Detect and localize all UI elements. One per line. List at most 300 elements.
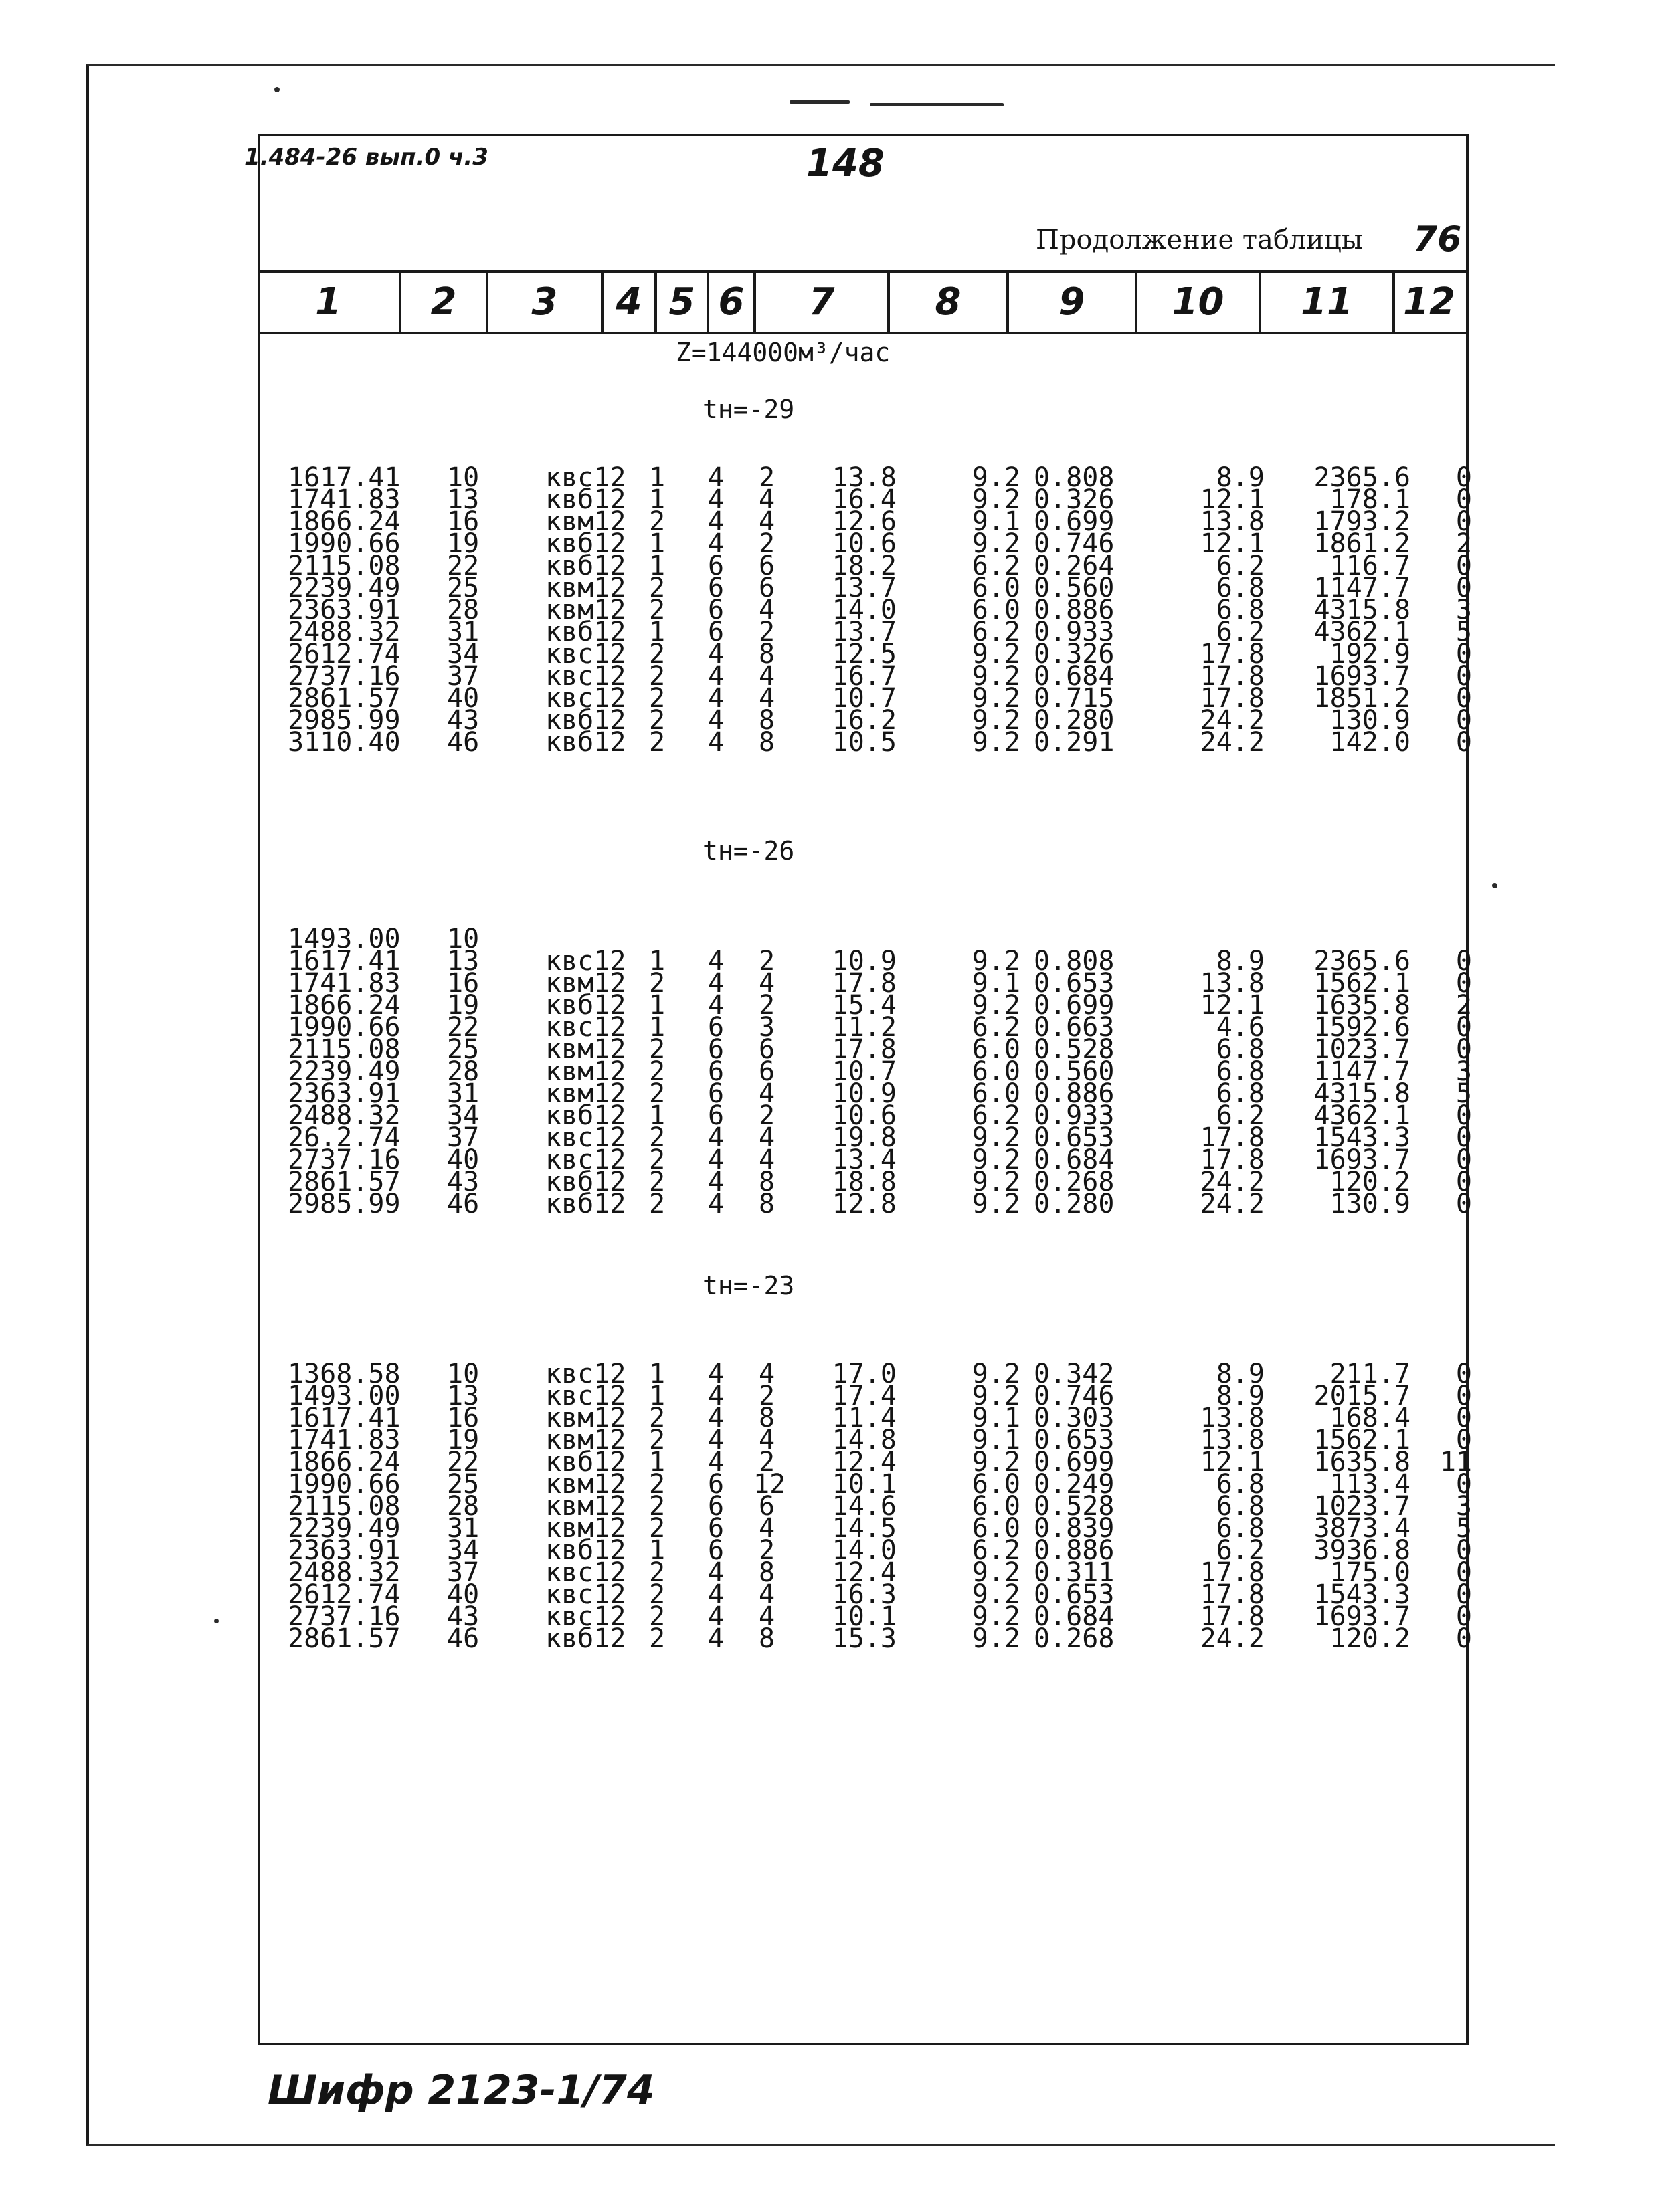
table-cell: квс12: [545, 1557, 626, 1588]
table-cell: 2861.57: [288, 1623, 401, 1654]
table-cell: 0.560: [1034, 1056, 1115, 1087]
table-cell: 0.528: [1034, 1034, 1115, 1065]
table-cell: 10.9: [832, 946, 897, 977]
table-cell: 9.2: [972, 1167, 1020, 1197]
table-cell: 11: [1439, 1447, 1472, 1478]
table-cell: квб12: [545, 1189, 626, 1219]
table-row: [0, 726, 1660, 759]
continuation-title: Продолжение таблицы: [1036, 225, 1363, 256]
table-cell: 0.808: [1034, 946, 1115, 977]
table-cell: 6: [758, 1491, 775, 1522]
table-cell: 8: [758, 705, 775, 736]
table-cell: квс12: [545, 683, 626, 714]
table-cell: квм12: [545, 968, 626, 999]
table-cell: 0.326: [1034, 484, 1115, 515]
table-cell: 19: [447, 990, 480, 1021]
table-cell: 0.886: [1034, 595, 1115, 625]
table-cell: 1147.7: [1313, 573, 1410, 603]
table-cell: 0: [1455, 1100, 1472, 1131]
table-cell: 6: [707, 1535, 725, 1566]
table-cell: 0: [1455, 1469, 1472, 1500]
table-cell: 12.8: [832, 1189, 897, 1219]
table-cell: 6.8: [1216, 595, 1265, 625]
table-cell: 10.7: [832, 1056, 897, 1087]
table-cell: квб12: [545, 484, 626, 515]
table-cell: 2: [758, 462, 775, 493]
table-cell: 2115.08: [288, 550, 401, 581]
table-cell: 2363.91: [288, 595, 401, 625]
table-cell: 4: [758, 968, 775, 999]
table-cell: 8: [758, 1403, 775, 1433]
table-cell: 34: [447, 1535, 480, 1566]
table-cell: квб12: [545, 1535, 626, 1566]
table-cell: 2: [648, 595, 666, 625]
table-cell: 2488.32: [288, 617, 401, 647]
table-cell: 4: [707, 1623, 725, 1654]
table-cell: 1990.66: [288, 528, 401, 559]
table-cell: 9.1: [972, 506, 1020, 537]
table-cell: 130.9: [1329, 1189, 1410, 1219]
table-cell: 192.9: [1329, 639, 1410, 670]
table-cell: 1: [648, 528, 666, 559]
table-cell: 8: [758, 1623, 775, 1654]
table-cell: 1147.7: [1313, 1056, 1410, 1087]
column-header: 2: [401, 273, 488, 332]
table-cell: 14.5: [832, 1513, 897, 1544]
table-cell: 6.2: [972, 1012, 1020, 1043]
table-cell: 46: [447, 1189, 480, 1219]
table-cell: 13.8: [1200, 1403, 1265, 1433]
table-cell: 4: [707, 639, 725, 670]
table-cell: 1693.7: [1313, 661, 1410, 692]
table-cell: 4362.1: [1313, 617, 1410, 647]
table-cell: 13.4: [832, 1144, 897, 1175]
table-cell: 0: [1455, 946, 1472, 977]
table-cell: 4362.1: [1313, 1100, 1410, 1131]
table-cell: 0: [1455, 1425, 1472, 1455]
table-cell: 8: [758, 727, 775, 758]
table-cell: 17.8: [832, 968, 897, 999]
table-cell: 6.8: [1216, 1491, 1265, 1522]
table-cell: 8: [758, 1167, 775, 1197]
table-cell: 6: [707, 595, 725, 625]
table-cell: 17.8: [1200, 1122, 1265, 1153]
table-cell: 2: [648, 573, 666, 603]
table-cell: 2: [648, 506, 666, 537]
table-cell: 6.0: [972, 1034, 1020, 1065]
table-cell: 4: [758, 1513, 775, 1544]
table-cell: 1866.24: [288, 1447, 401, 1478]
table-cell: квм12: [545, 1078, 626, 1109]
scan-speck: [870, 103, 1004, 106]
table-cell: 4: [707, 727, 725, 758]
table-cell: 10.1: [832, 1469, 897, 1500]
table-cell: 34: [447, 639, 480, 670]
table-cell: 4: [758, 1122, 775, 1153]
table-cell: 4: [707, 1359, 725, 1389]
table-cell: 0: [1455, 1359, 1472, 1389]
section-label: tн=-23: [703, 1271, 795, 1300]
table-cell: 1023.7: [1313, 1034, 1410, 1065]
table-cell: 4: [707, 683, 725, 714]
table-cell: 6: [707, 1469, 725, 1500]
table-cell: 8: [758, 1557, 775, 1588]
table-cell: 12.1: [1200, 1447, 1265, 1478]
table-cell: 6: [707, 617, 725, 647]
table-cell: 2: [648, 1167, 666, 1197]
table-cell: 37: [447, 1557, 480, 1588]
table-cell: 6.0: [972, 1469, 1020, 1500]
table-cell: 46: [447, 727, 480, 758]
table-cell: 4: [707, 661, 725, 692]
table-cell: 1741.83: [288, 968, 401, 999]
table-cell: 9.2: [972, 683, 1020, 714]
table-cell: 6.2: [1216, 550, 1265, 581]
scan-speck: [1492, 883, 1497, 888]
table-cell: 6.0: [972, 595, 1020, 625]
table-cell: 4: [758, 661, 775, 692]
table-cell: 0.528: [1034, 1491, 1115, 1522]
table-cell: 1023.7: [1313, 1491, 1410, 1522]
table-cell: квб12: [545, 727, 626, 758]
table-cell: 6: [707, 550, 725, 581]
table-cell: 10.6: [832, 1100, 897, 1131]
table-cell: 2: [758, 617, 775, 647]
table-cell: 5: [1455, 617, 1472, 647]
table-cell: 6.8: [1216, 1056, 1265, 1087]
table-cell: 16.4: [832, 484, 897, 515]
table-cell: 0.933: [1034, 1100, 1115, 1131]
table-cell: 9.2: [972, 1359, 1020, 1389]
table-cell: 2: [648, 968, 666, 999]
column-header: 9: [1009, 273, 1137, 332]
table-cell: 6.2: [1216, 617, 1265, 647]
table-cell: 1: [648, 617, 666, 647]
table-cell: 2: [648, 705, 666, 736]
table-cell: 14.0: [832, 595, 897, 625]
table-cell: 24.2: [1200, 727, 1265, 758]
table-cell: 2: [648, 1601, 666, 1632]
table-cell: 0.684: [1034, 1601, 1115, 1632]
table-cell: 8: [758, 639, 775, 670]
table-cell: 6.8: [1216, 1513, 1265, 1544]
table-cell: 1: [648, 946, 666, 977]
table-cell: 17.8: [1200, 1579, 1265, 1610]
table-cell: 0.715: [1034, 683, 1115, 714]
table-cell: 2115.08: [288, 1034, 401, 1065]
table-cell: 0: [1455, 1381, 1472, 1411]
table-cell: 40: [447, 1144, 480, 1175]
table-cell: 1: [648, 990, 666, 1021]
table-cell: 4: [707, 1447, 725, 1478]
table-cell: 2: [648, 639, 666, 670]
table-cell: 1617.41: [288, 946, 401, 977]
table-cell: 4: [758, 1359, 775, 1389]
table-cell: 3: [1455, 1056, 1472, 1087]
table-cell: 16.3: [832, 1579, 897, 1610]
table-cell: 6: [707, 1012, 725, 1043]
table-cell: 0.746: [1034, 528, 1115, 559]
table-cell: 0.280: [1034, 1189, 1115, 1219]
table-cell: 14.8: [832, 1425, 897, 1455]
table-cell: 2: [648, 1122, 666, 1153]
table-cell: 2: [648, 1491, 666, 1522]
table-cell: 0.560: [1034, 573, 1115, 603]
table-cell: 0.653: [1034, 1425, 1115, 1455]
table-cell: 1562.1: [1313, 1425, 1410, 1455]
table-cell: 24.2: [1200, 1623, 1265, 1654]
table-cell: 2239.49: [288, 1513, 401, 1544]
table-cell: 4: [707, 1167, 725, 1197]
table-cell: 2: [758, 1100, 775, 1131]
table-cell: 5: [1455, 1513, 1472, 1544]
table-cell: 6.0: [972, 1491, 1020, 1522]
table-cell: квб12: [545, 1447, 626, 1478]
table-cell: 19: [447, 1425, 480, 1455]
table-cell: 6: [758, 550, 775, 581]
section-label: tн=-29: [703, 395, 795, 424]
table-cell: 0: [1455, 1034, 1472, 1065]
table-cell: 25: [447, 1469, 480, 1500]
table-cell: 13.8: [1200, 1425, 1265, 1455]
table-cell: 1493.00: [288, 924, 401, 954]
table-cell: 6: [707, 1491, 725, 1522]
table-cell: 1990.66: [288, 1012, 401, 1043]
table-cell: 1851.2: [1313, 683, 1410, 714]
table-cell: квб12: [545, 1167, 626, 1197]
table-cell: 0: [1455, 1601, 1472, 1632]
table-cell: 0: [1455, 1189, 1472, 1219]
column-header: 7: [756, 273, 890, 332]
table-cell: 9.1: [972, 968, 1020, 999]
table-cell: 37: [447, 1122, 480, 1153]
table-cell: 4: [707, 1122, 725, 1153]
table-cell: квб12: [545, 550, 626, 581]
table-cell: 4: [758, 1579, 775, 1610]
table-cell: 10.9: [832, 1078, 897, 1109]
table-cell: 142.0: [1329, 727, 1410, 758]
table-cell: квм12: [545, 506, 626, 537]
table-cell: 2: [648, 1579, 666, 1610]
table-cell: 8.9: [1216, 1381, 1265, 1411]
table-cell: 2: [758, 1381, 775, 1411]
table-cell: 2: [648, 1403, 666, 1433]
table-cell: 1: [648, 1359, 666, 1389]
table-cell: 1693.7: [1313, 1144, 1410, 1175]
table-cell: 15.3: [832, 1623, 897, 1654]
table-cell: 2737.16: [288, 1144, 401, 1175]
column-header-row: [258, 270, 1469, 334]
table-cell: 4: [707, 1189, 725, 1219]
table-cell: 6: [707, 1034, 725, 1065]
table-cell: 0.653: [1034, 1579, 1115, 1610]
table-cell: 211.7: [1329, 1359, 1410, 1389]
table-cell: 9.2: [972, 528, 1020, 559]
table-cell: 0: [1455, 661, 1472, 692]
table-cell: 2: [648, 661, 666, 692]
table-cell: квм12: [545, 1513, 626, 1544]
table-cell: 6: [707, 1513, 725, 1544]
table-cell: 10: [447, 924, 480, 954]
table-cell: 0.699: [1034, 1447, 1115, 1478]
table-cell: 19.8: [832, 1122, 897, 1153]
table-cell: 1793.2: [1313, 506, 1410, 537]
table-cell: 4: [707, 528, 725, 559]
table-cell: 0.746: [1034, 1381, 1115, 1411]
table-cell: 37: [447, 661, 480, 692]
table-number: 76: [1413, 219, 1462, 260]
table-cell: 4: [758, 484, 775, 515]
table-cell: 14.6: [832, 1491, 897, 1522]
table-cell: 1635.8: [1313, 990, 1410, 1021]
table-cell: 6.2: [972, 1100, 1020, 1131]
table-cell: 0.933: [1034, 617, 1115, 647]
table-cell: 0: [1455, 683, 1472, 714]
table-cell: 1741.83: [288, 484, 401, 515]
table-cell: 2: [648, 1557, 666, 1588]
table-cell: 0.699: [1034, 990, 1115, 1021]
table-cell: квс12: [545, 1359, 626, 1389]
table-cell: 6.0: [972, 1513, 1020, 1544]
table-cell: 4.6: [1216, 1012, 1265, 1043]
table-cell: 14.0: [832, 1535, 897, 1566]
table-cell: 2015.7: [1313, 1381, 1410, 1411]
table-cell: 120.2: [1329, 1167, 1410, 1197]
table-cell: 1543.3: [1313, 1122, 1410, 1153]
table-cell: 17.0: [832, 1359, 897, 1389]
table-cell: 1741.83: [288, 1425, 401, 1455]
table-cell: 17.8: [1200, 683, 1265, 714]
table-cell: 0.839: [1034, 1513, 1115, 1544]
table-cell: 4: [758, 1425, 775, 1455]
table-cell: 2363.91: [288, 1078, 401, 1109]
table-cell: 1368.58: [288, 1359, 401, 1389]
table-cell: 4: [758, 683, 775, 714]
table-cell: 113.4: [1329, 1469, 1410, 1500]
table-cell: 12.1: [1200, 528, 1265, 559]
table-cell: 16.7: [832, 661, 897, 692]
table-cell: 24.2: [1200, 705, 1265, 736]
scan-speck: [214, 1619, 219, 1623]
table-cell: 13.8: [1200, 506, 1265, 537]
table-cell: 17.4: [832, 1381, 897, 1411]
table-cell: 6: [758, 1056, 775, 1087]
table-cell: 26.2.74: [288, 1122, 401, 1153]
table-cell: 18.2: [832, 550, 897, 581]
flow-rate-label: Z=144000м³/час: [676, 338, 891, 367]
table-cell: 0: [1455, 550, 1472, 581]
table-cell: 0: [1455, 506, 1472, 537]
table-cell: 9.2: [972, 1579, 1020, 1610]
table-cell: 17.8: [832, 1034, 897, 1065]
table-cell: 16: [447, 968, 480, 999]
table-cell: 4: [758, 1078, 775, 1109]
table-cell: 6: [707, 573, 725, 603]
table-cell: 4: [707, 1557, 725, 1588]
table-cell: 4: [707, 1579, 725, 1610]
table-cell: 2488.32: [288, 1100, 401, 1131]
table-cell: 0: [1455, 727, 1472, 758]
table-cell: 1562.1: [1313, 968, 1410, 999]
table-cell: 168.4: [1329, 1403, 1410, 1433]
table-cell: 4: [707, 946, 725, 977]
table-cell: 1: [648, 550, 666, 581]
table-cell: 2: [648, 1056, 666, 1087]
table-cell: 0: [1455, 484, 1472, 515]
table-cell: 1990.66: [288, 1469, 401, 1500]
table-cell: 2985.99: [288, 705, 401, 736]
table-cell: 1693.7: [1313, 1601, 1410, 1632]
page-number: 148: [806, 142, 885, 185]
table-row: [0, 1623, 1660, 1655]
table-cell: 2612.74: [288, 639, 401, 670]
table-cell: 6: [758, 1034, 775, 1065]
table-cell: 4: [707, 968, 725, 999]
table-cell: 40: [447, 1579, 480, 1610]
table-cell: 4: [758, 1601, 775, 1632]
table-cell: 2: [648, 683, 666, 714]
table-cell: 1866.24: [288, 506, 401, 537]
table-cell: 2: [758, 1535, 775, 1566]
table-cell: 9.2: [972, 1623, 1020, 1654]
table-cell: 22: [447, 550, 480, 581]
table-cell: квб12: [545, 617, 626, 647]
doc-code: 1.484-26 вып.0 ч.3: [244, 144, 488, 171]
table-cell: 0: [1455, 639, 1472, 670]
table-cell: 2365.6: [1313, 946, 1410, 977]
table-cell: 2861.57: [288, 683, 401, 714]
table-cell: 4: [707, 1425, 725, 1455]
table-cell: 11.4: [832, 1403, 897, 1433]
table-cell: квс12: [545, 946, 626, 977]
table-cell: квм12: [545, 1403, 626, 1433]
table-cell: 2: [648, 727, 666, 758]
table-cell: квс12: [545, 1122, 626, 1153]
table-cell: 2: [648, 1513, 666, 1544]
table-cell: 2: [648, 1425, 666, 1455]
table-cell: 1: [648, 1012, 666, 1043]
table-cell: 0: [1455, 1403, 1472, 1433]
table-cell: квс12: [545, 1381, 626, 1411]
column-header: 12: [1403, 280, 1455, 324]
table-cell: 24.2: [1200, 1167, 1265, 1197]
table-cell: 0: [1455, 1579, 1472, 1610]
table-cell: 4315.8: [1313, 1078, 1410, 1109]
table-cell: 9.2: [972, 1447, 1020, 1478]
table-cell: 5: [1455, 1078, 1472, 1109]
table-cell: 8.9: [1216, 462, 1265, 493]
table-cell: 130.9: [1329, 705, 1410, 736]
table-cell: 9.2: [972, 639, 1020, 670]
table-cell: 9.1: [972, 1425, 1020, 1455]
table-cell: 6.2: [1216, 1535, 1265, 1566]
table-cell: 17.8: [1200, 1601, 1265, 1632]
table-cell: 0: [1455, 1535, 1472, 1566]
table-cell: 0: [1455, 1167, 1472, 1197]
table-cell: 2: [758, 1447, 775, 1478]
table-cell: 3873.4: [1313, 1513, 1410, 1544]
table-cell: квб12: [545, 1100, 626, 1131]
table-cell: 31: [447, 1513, 480, 1544]
table-cell: 1543.3: [1313, 1579, 1410, 1610]
table-cell: 34: [447, 1100, 480, 1131]
table-cell: 10: [447, 1359, 480, 1389]
table-cell: 6.0: [972, 1056, 1020, 1087]
table-cell: 3: [758, 1012, 775, 1043]
table-cell: 0.303: [1034, 1403, 1115, 1433]
table-cell: квм12: [545, 595, 626, 625]
table-cell: 0.291: [1034, 727, 1115, 758]
